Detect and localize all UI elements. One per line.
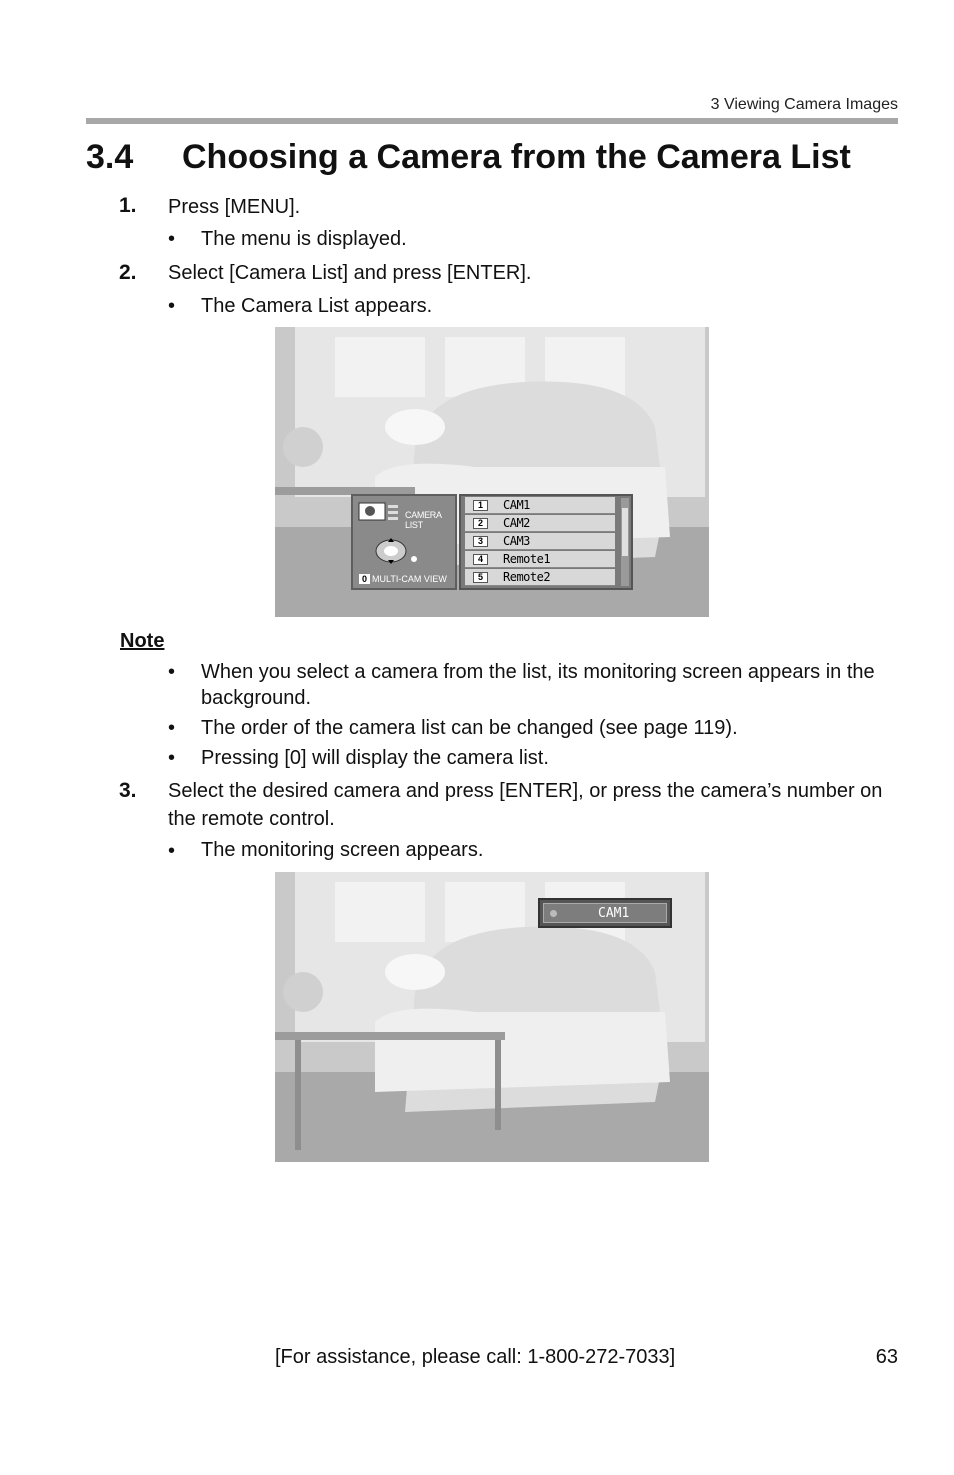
bullet-dot: • (168, 747, 176, 769)
note-heading: Note (120, 630, 165, 652)
camera-name: CAM2 (503, 516, 530, 530)
enter-dot-icon (411, 556, 417, 562)
camera-title-box (543, 903, 667, 923)
camera-list-item[interactable] (465, 533, 615, 550)
direction-pad-icon (371, 536, 411, 566)
note-bullet-3: Pressing [0] will display the camera list. (201, 747, 549, 769)
assistance-footer: [For assistance, please call: 1-800-272-7033] (275, 1346, 676, 1368)
step-1-bullet: The menu is displayed. (201, 228, 407, 250)
camera-list-scrollbar[interactable] (621, 498, 629, 586)
camera-key: 1 (473, 500, 488, 511)
camera-list-item[interactable] (465, 515, 615, 532)
note-bullet-1: When you select a camera from the list, its monitoring screen appears in the background. (201, 661, 875, 709)
step-2-bullet: The Camera List appears. (201, 295, 433, 317)
camera-name: Remote2 (503, 570, 551, 584)
camera-name: CAM3 (503, 534, 530, 548)
camera-name: CAM1 (503, 498, 530, 512)
camera-key: 3 (473, 536, 488, 547)
monitoring-screenshot (275, 872, 709, 1162)
header-rule (86, 118, 898, 124)
camera-list-panel (351, 494, 457, 590)
step-3-bullet: The monitoring screen appears. (201, 839, 484, 861)
chapter-header: 3 Viewing Camera Images (710, 96, 898, 113)
camera-list-screenshot (275, 327, 709, 617)
camera-icon (358, 500, 400, 522)
section-number: 3.4 (86, 138, 134, 176)
bullet-dot: • (168, 661, 176, 683)
step-2-text: Select [Camera List] and press [ENTER]. (168, 262, 532, 284)
page-number: 63 (875, 1346, 898, 1368)
note-bullet-2: The order of the camera list can be changed (see page 119). (201, 717, 738, 739)
bullet-dot: • (168, 717, 176, 739)
camera-title-overlay (538, 898, 672, 928)
bullet-dot: • (168, 840, 176, 862)
status-dot-icon (550, 910, 557, 917)
section-title: Choosing a Camera from the Camera List (182, 138, 851, 176)
step-3-number: 3. (119, 779, 137, 802)
camera-list-item[interactable] (465, 569, 615, 586)
multi-cam-label: MULTI-CAM VIEW (372, 574, 447, 584)
camera-list-item[interactable] (465, 497, 615, 514)
camera-list-item[interactable] (465, 551, 615, 568)
camera-list-items (459, 494, 633, 590)
step-1-text: Press [MENU]. (168, 196, 301, 218)
step-1-number: 1. (119, 194, 137, 217)
bullet-dot: • (168, 228, 176, 250)
bullet-dot: • (168, 295, 176, 317)
step-2-number: 2. (119, 261, 137, 284)
multi-cam-view-hint (359, 574, 447, 584)
section-heading (86, 138, 851, 177)
camera-list-title: CAMERA LIST (405, 510, 442, 530)
camera-name: Remote1 (503, 552, 551, 566)
step-3-text: Select the desired camera and press [ENTER], or press the camera’s number on the remote control. (168, 780, 883, 830)
camera-title-label: CAM1 (598, 906, 630, 921)
camera-key: 5 (473, 572, 488, 583)
scrollbar-thumb[interactable] (622, 508, 628, 556)
camera-key: 4 (473, 554, 488, 565)
camera-key: 2 (473, 518, 488, 529)
multi-cam-key: 0 (359, 574, 370, 584)
